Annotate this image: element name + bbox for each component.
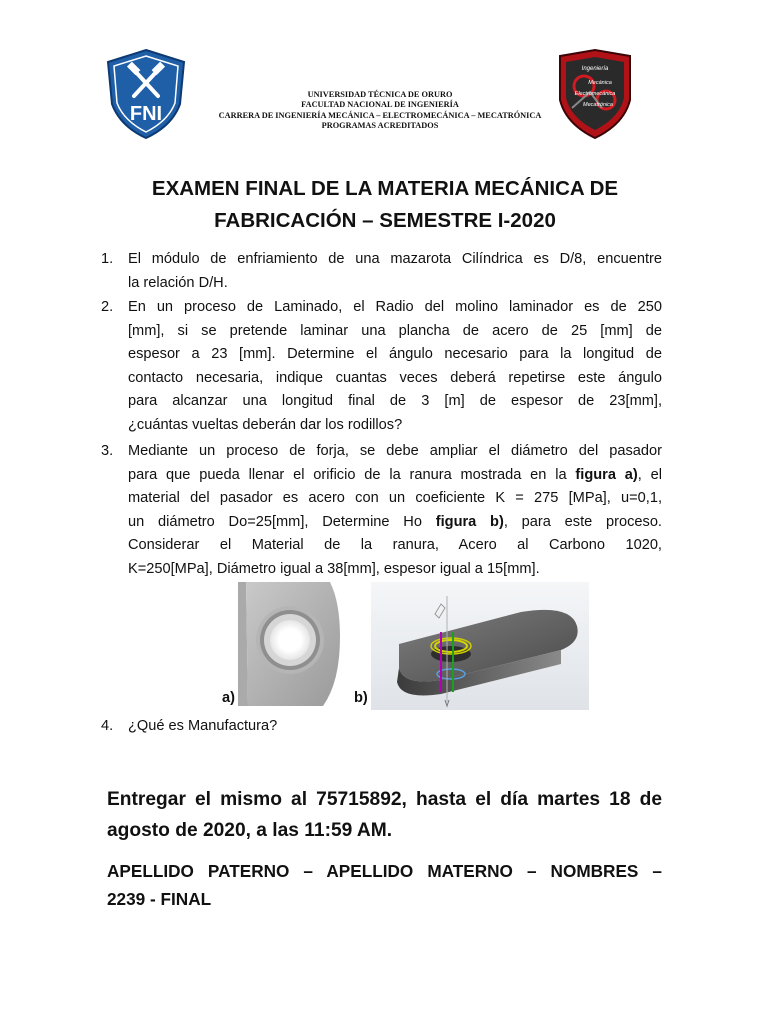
question-text-line: K=250[MPa], Diámetro igual a 38[mm], espesor igual a 15[mm]. (128, 560, 540, 577)
question-text-line: para que pueda llenar el orificio de la ranura mostrada en la figura a), el (128, 466, 662, 483)
question-text-line: ¿cuántas vueltas deberán dar los rodillos? (128, 416, 403, 433)
figure-a-image (238, 582, 340, 706)
naming-line-2: 2239 - FINAL (107, 889, 212, 909)
accreditation-text: PROGRAMAS ACREDITADOS (321, 121, 439, 131)
university-name: UNIVERSIDAD TÉCNICA DE ORURO (307, 90, 453, 99)
question-text-line: espesor a 23 [mm]. Determine el ángulo necesario para la longitud de (128, 346, 662, 363)
delivery-instructions (107, 784, 662, 846)
question-number: 1. (101, 251, 114, 267)
question-3 (101, 440, 662, 582)
question-text-line: Mediante un proceso de forja, se debe ampliar el diámetro del pasador (128, 443, 662, 459)
question-number: 4. (101, 718, 114, 734)
question-number: 3. (101, 443, 114, 459)
question-text-line: En un proceso de Laminado, el Radio del molino laminador es de 250 (128, 299, 662, 315)
institution-header (190, 90, 570, 132)
engineering-shield-logo (554, 48, 636, 140)
question-text-line: contacto necesaria, indique cuantas veces deberá repetirse este ángulo (128, 369, 662, 386)
figure-b-label: b) (354, 690, 368, 706)
question-text-line: un diámetro Do=25[mm], Determine Ho figura b), para este proceso. (128, 513, 662, 530)
figure-a-label: a) (222, 690, 235, 706)
career-name: CARRERA DE INGENIERÍA MECÁNICA – ELECTROMECÁNICA – MECATRÓNICA (218, 110, 542, 120)
question-text-line: El módulo de enfriamiento de una mazarota Cilíndrica es D/8, encuentre (128, 251, 662, 267)
question-1 (101, 248, 662, 295)
question-text-line: material del pasador es acero con un coeficiente K = 275 [MPa], u=0,1, (128, 490, 662, 507)
question-text-line: Considerar el Material de la ranura, Acero al Carbono 1020, (128, 537, 662, 554)
svg-text:Ingeniería: Ingeniería (581, 66, 609, 72)
svg-text:Electromecánica: Electromecánica (574, 91, 616, 97)
question-number: 2. (101, 299, 114, 315)
figure-a-reference: figura a) (575, 466, 638, 483)
question-text: ¿Qué es Manufactura? (128, 718, 278, 734)
question-text-line: [mm], si se pretende laminar una plancha de acero de 25 [mm] de (128, 322, 662, 339)
figure-b-reference: figura b) (435, 513, 504, 530)
delivery-line-2: agosto de 2020, a las 11:59 AM. (107, 820, 393, 841)
question-text-line: para alcanzar una longitud final de 3 [m] de espesor de 23[mm], (128, 393, 662, 410)
question-2 (101, 296, 662, 438)
exam-title (110, 173, 660, 237)
faculty-name: FACULTAD NACIONAL DE INGENIERÍA (301, 100, 459, 110)
naming-line-1: APELLIDO PATERNO – APELLIDO MATERNO – NOMBRES – (107, 861, 662, 881)
fni-logo (106, 48, 186, 140)
svg-text:Mecatrónica: Mecatrónica (583, 102, 613, 108)
title-line-1: EXAMEN FINAL DE LA MATERIA MECÁNICA DE (151, 177, 619, 200)
question-4 (101, 715, 662, 739)
naming-format (107, 857, 662, 913)
svg-text:Mecánica: Mecánica (588, 80, 612, 86)
question-text-line: la relación D/H. (128, 274, 228, 291)
title-line-2: FABRICACIÓN – SEMESTRE I-2020 (214, 209, 556, 232)
figure-b-image (371, 582, 589, 710)
svg-text:FNI: FNI (129, 103, 163, 125)
delivery-line-1: Entregar el mismo al 75715892, hasta el día martes 18 de (107, 789, 662, 810)
